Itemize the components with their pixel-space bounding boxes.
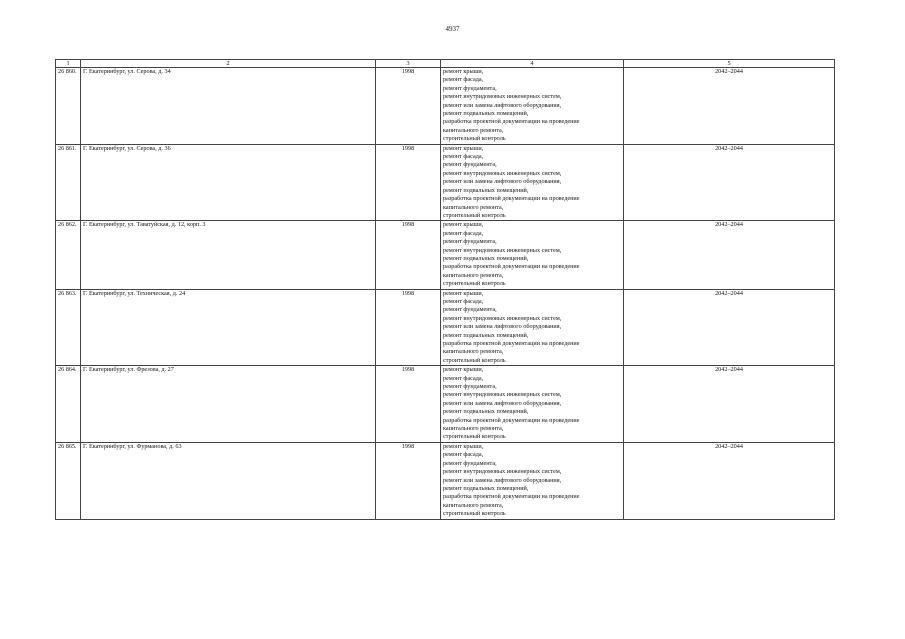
work-item: ремонт фундамента, <box>443 84 497 92</box>
repair-schedule-table <box>55 59 835 520</box>
work-item: строительный контроль <box>443 211 506 219</box>
work-item: ремонт или замена лифтового оборудования, <box>443 476 562 484</box>
table-row <box>56 442 835 519</box>
works-cell <box>441 289 624 366</box>
work-item: ремонт или замена лифтового оборудования, <box>443 178 562 186</box>
work-item: ремонт внутридомовых инженерных систем, <box>443 468 562 476</box>
work-item: ремонт или замена лифтового оборудования, <box>443 399 562 407</box>
work-item: разработка проектной документации на проведение <box>443 340 580 347</box>
work-item: ремонт фундамента, <box>443 238 497 246</box>
table-row <box>56 366 835 443</box>
page-number: 4937 <box>445 25 460 33</box>
work-item: ремонт внутридомовых инженерных систем, <box>443 391 562 399</box>
table-body <box>56 68 835 520</box>
row-number: 26 865. <box>56 442 81 519</box>
work-item: ремонт фундамента, <box>443 459 497 467</box>
year-cell: 1998 <box>376 289 441 366</box>
work-item: ремонт подвальных помещений, <box>443 254 529 262</box>
row-number: 26 864. <box>56 366 81 443</box>
work-item: ремонт подвальных помещений, <box>443 408 529 416</box>
work-item: ремонт внутридомовых инженерных систем, <box>443 246 562 254</box>
year-cell: 1998 <box>376 366 441 443</box>
column-header-1: 1 <box>56 60 81 68</box>
year-cell: 1998 <box>376 221 441 289</box>
table-row <box>56 221 835 289</box>
table-row <box>56 144 835 221</box>
work-item: ремонт подвальных помещений, <box>443 186 529 194</box>
work-item: ремонт внутридомовых инженерных систем, <box>443 314 562 322</box>
work-item: ремонт крыши, <box>443 68 484 75</box>
work-item: капитального ремонта, <box>443 203 504 211</box>
row-number: 26 860. <box>56 68 81 145</box>
work-item: капитального ремонта, <box>443 501 504 509</box>
work-item: ремонт фундамента, <box>443 161 497 169</box>
work-item: ремонт подвальных помещений, <box>443 110 529 118</box>
works-cell <box>441 366 624 443</box>
year-cell: 1998 <box>376 144 441 221</box>
work-item: ремонт фасада, <box>443 229 484 237</box>
work-item: разработка проектной документации на проведение <box>443 263 580 271</box>
work-item: ремонт фасада, <box>443 153 484 161</box>
period-cell: 2042–2044 <box>624 442 835 519</box>
works-cell <box>441 144 624 221</box>
column-header-4: 4 <box>441 60 624 68</box>
work-item: разработка проектной документации на проведение <box>443 493 580 501</box>
work-item: капитального ремонта, <box>443 271 504 279</box>
work-item: ремонт подвальных помещений, <box>443 484 529 492</box>
address-cell: Г. Екатеринбург, ул. Фрезова, д. 27 <box>81 366 376 443</box>
work-item: капитального ремонта, <box>443 126 504 134</box>
year-cell: 1998 <box>376 442 441 519</box>
work-item: разработка проектной документации на проведение <box>443 195 580 203</box>
work-item: ремонт крыши, <box>443 144 484 152</box>
row-number: 26 862. <box>56 221 81 289</box>
work-item: строительный контроль <box>443 280 506 288</box>
address-cell: Г. Екатеринбург, ул. Серова, д. 34 <box>81 68 376 145</box>
address-cell: Г. Екатеринбург, ул. Серова, д. 36 <box>81 144 376 221</box>
works-cell <box>441 442 624 519</box>
works-cell <box>441 221 624 289</box>
period-cell: 2042–2044 <box>624 366 835 443</box>
year-cell: 1998 <box>376 68 441 145</box>
work-item: ремонт фасада, <box>443 76 484 84</box>
header-row <box>56 60 835 68</box>
work-item: ремонт фасада, <box>443 451 484 459</box>
work-item: ремонт крыши, <box>443 221 484 229</box>
work-item: ремонт внутридомовых инженерных систем, <box>443 169 562 177</box>
row-number: 26 863. <box>56 289 81 366</box>
work-item: ремонт или замена лифтового оборудования, <box>443 101 562 109</box>
work-item: ремонт фундамента, <box>443 383 497 391</box>
address-cell: Г. Екатеринбург, ул. Техническая, д. 24 <box>81 289 376 366</box>
period-cell: 2042–2044 <box>624 144 835 221</box>
work-item: строительный контроль <box>443 135 506 143</box>
period-cell: 2042–2044 <box>624 289 835 366</box>
work-item: ремонт подвальных помещений, <box>443 331 529 339</box>
address-cell: Г. Екатеринбург, ул. Фурманова, д. 63 <box>81 442 376 519</box>
work-item: ремонт крыши, <box>443 442 484 450</box>
work-item: разработка проектной документации на проведение <box>443 416 580 424</box>
address-cell: Г. Екатеринбург, ул. Таватуйская, д. 12, корп. 3 <box>81 221 376 289</box>
column-header-3: 3 <box>376 60 441 68</box>
work-item: ремонт внутридомовых инженерных систем, <box>443 93 562 101</box>
work-item: ремонт крыши, <box>443 366 484 374</box>
work-item: капитального ремонта, <box>443 425 504 433</box>
works-cell <box>441 68 624 145</box>
work-item: строительный контроль <box>443 510 506 518</box>
table-row <box>56 289 835 366</box>
period-cell: 2042–2044 <box>624 221 835 289</box>
column-header-2: 2 <box>81 60 376 68</box>
work-item: разработка проектной документации на проведение <box>443 118 580 126</box>
row-number: 26 861. <box>56 144 81 221</box>
work-item: ремонт крыши, <box>443 289 484 297</box>
work-item: строительный контроль <box>443 433 506 441</box>
work-item: капитального ремонта, <box>443 348 504 356</box>
work-item: ремонт фасада, <box>443 297 484 305</box>
column-header-5: 5 <box>624 60 835 68</box>
work-item: ремонт фасада, <box>443 374 484 382</box>
work-item: строительный контроль <box>443 356 506 364</box>
work-item: ремонт фундамента, <box>443 306 497 314</box>
table-row <box>56 68 835 145</box>
period-cell: 2042–2044 <box>624 68 835 145</box>
work-item: ремонт или замена лифтового оборудования, <box>443 323 562 331</box>
